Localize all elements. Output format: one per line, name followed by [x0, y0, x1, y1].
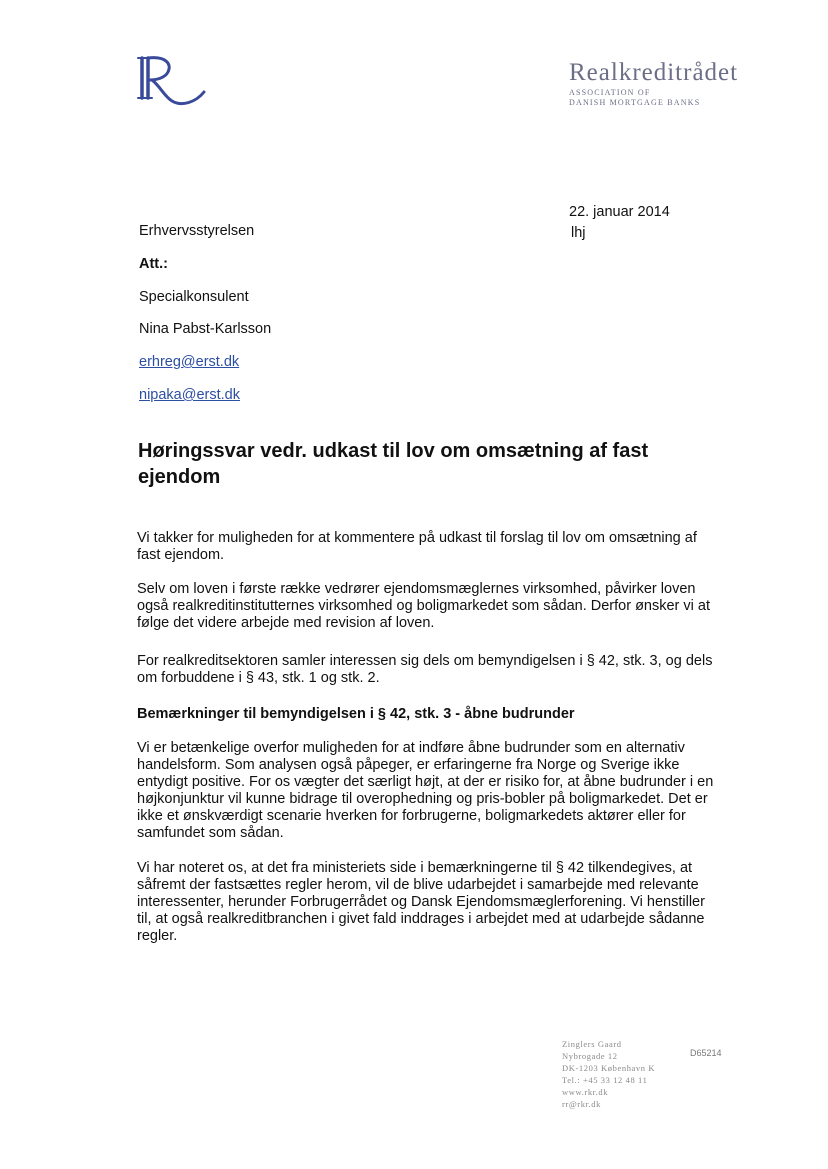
rkr-logo	[136, 52, 210, 108]
footer-line: Zinglers Gaard	[562, 1039, 622, 1049]
letterhead-brand	[569, 58, 738, 108]
letter-initials: lhj	[571, 225, 586, 241]
recipient-org: Erhvervsstyrelsen	[139, 223, 255, 239]
footer-address	[562, 1038, 655, 1110]
recipient-name: Nina Pabst-Karlsson	[139, 321, 272, 337]
body-paragraph: For realkreditsektoren samler interessen sig dels om bemyndigelsen i § 42, stk. 3, og dels om forbuddene i § 43, stk. 1 og stk. 2.	[137, 653, 713, 686]
email-link-nipaka[interactable]: nipaka@erst.dk	[139, 387, 240, 403]
letter-heading: Høringssvar vedr. udkast til lov om omsætning af fast ejendom	[138, 440, 649, 488]
section-paragraph: Vi er betænkelige overfor muligheden for at indføre åbne budrunder som en alternativ handelsform. Som analysen også påpeger, er erfaringerne fra Norge og Sverige ikke entydigt positive. For os vægter det særligt højt, at der er risiko for, at åbne budrunder i en højkonjunktur vil kunne bidrage til overophedning og pris-bobler på boligmarkedet. Det er ikke et ønskværdigt scenarie hverken for forbrugerne, boligmarkedets aktører eller for samfundet som sådan.	[137, 740, 714, 841]
recipient-att: Att.:	[139, 256, 168, 272]
body-paragraph: Vi takker for muligheden for at kommentere på udkast til forslag til lov om omsætning af fast ejendom.	[137, 530, 697, 563]
email-link-erhreg[interactable]: erhreg@erst.dk	[139, 354, 240, 370]
footer-website: www.rkr.dk	[562, 1087, 609, 1097]
footer-line: DK-1203 København K	[562, 1063, 656, 1073]
brand-subtitle-2: DANISH MORTGAGE BANKS	[569, 98, 701, 107]
footer-email: rr@rkr.dk	[562, 1099, 601, 1109]
brand-name: Realkreditrådet	[569, 59, 739, 86]
recipient-title: Specialkonsulent	[139, 289, 249, 305]
brand-subtitle-1: ASSOCIATION OF	[569, 88, 651, 97]
footer-line: Tel.: +45 33 12 48 11	[562, 1075, 648, 1085]
body-paragraph: Selv om loven i første række vedrører ejendomsmæglernes virksomhed, påvirker loven også realkreditinstitutternes virksomhed og boligmarkedet som sådan. Derfor ønsker vi at følge det videre arbejde med revision af loven.	[137, 581, 711, 631]
section-paragraph: Vi har noteret os, at det fra ministeriets side i bemærkningerne til § 42 tilkendegives, at såfremt der fastsættes regler herom, vil de blive udarbejdet i samarbejde med relevante interessenter, herunder Forbrugerrådet og Dansk Ejendomsmæglerforening. Vi henstiller til, at også realkreditbranchen i givet fald inddrages i arbejdet med at udarbejde sådanne regler.	[137, 860, 705, 944]
letter-date: 22. januar 2014	[569, 204, 670, 220]
section-subheading: Bemærkninger til bemyndigelsen i § 42, stk. 3 - åbne budrunder	[137, 706, 575, 722]
document-id: D65214	[690, 1048, 722, 1058]
footer-line: Nybrogade 12	[562, 1051, 618, 1061]
